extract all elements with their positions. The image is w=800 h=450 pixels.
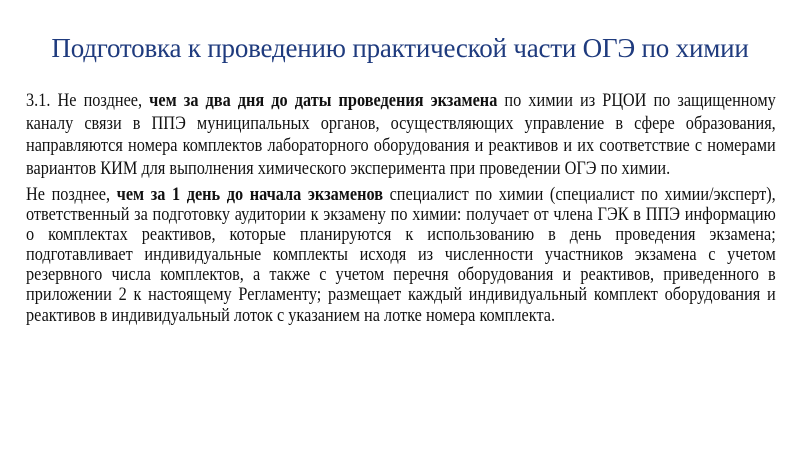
- paragraph-text: 3.1. Не позднее,: [26, 91, 150, 111]
- paragraph-text: специалист по химии (специалист по химии/эксперт), ответственный за подготовку аудитории к экзамену по химии: получает от члена ГЭК в ППЭ информацию о комплектах реактивов, которые планируются к использованию в день проведения экзамена; подготавливает индивидуальные комплекты исходя из численности участников экзамена с учетом резервного числа комплектов, а также с учетом перечня оборудования и реактивов, приведенного в приложении 2 к настоящему Регламенту; размещает каждый индивидуальный комплект оборудования и реактивов в индивидуальный лоток с указанием на лотке номера комплекта.: [26, 185, 776, 326]
- slide-title: Подготовка к проведению практической части ОГЭ по химии: [51, 33, 749, 63]
- paragraph-deadline-two-days: [26, 90, 776, 180]
- paragraph-deadline-one-day: [26, 185, 776, 326]
- slide-body: [26, 90, 776, 326]
- paragraph-text: Не позднее,: [26, 185, 117, 205]
- paragraph-text: по химии из РЦОИ по защищенному каналу связи в ППЭ муниципальных органов, осуществляющих управление в сфере образования, направляются номера комплектов лабораторного оборудования и реактивов и их соответствие с номерами вариантов КИМ для выполнения химического эксперимента при проведении ОГЭ по химии.: [26, 91, 776, 179]
- paragraph-bold-text: чем за 1 день до начала экзаменов: [116, 185, 384, 205]
- paragraph-bold-text: чем за два дня до даты проведения экзамена: [149, 91, 498, 111]
